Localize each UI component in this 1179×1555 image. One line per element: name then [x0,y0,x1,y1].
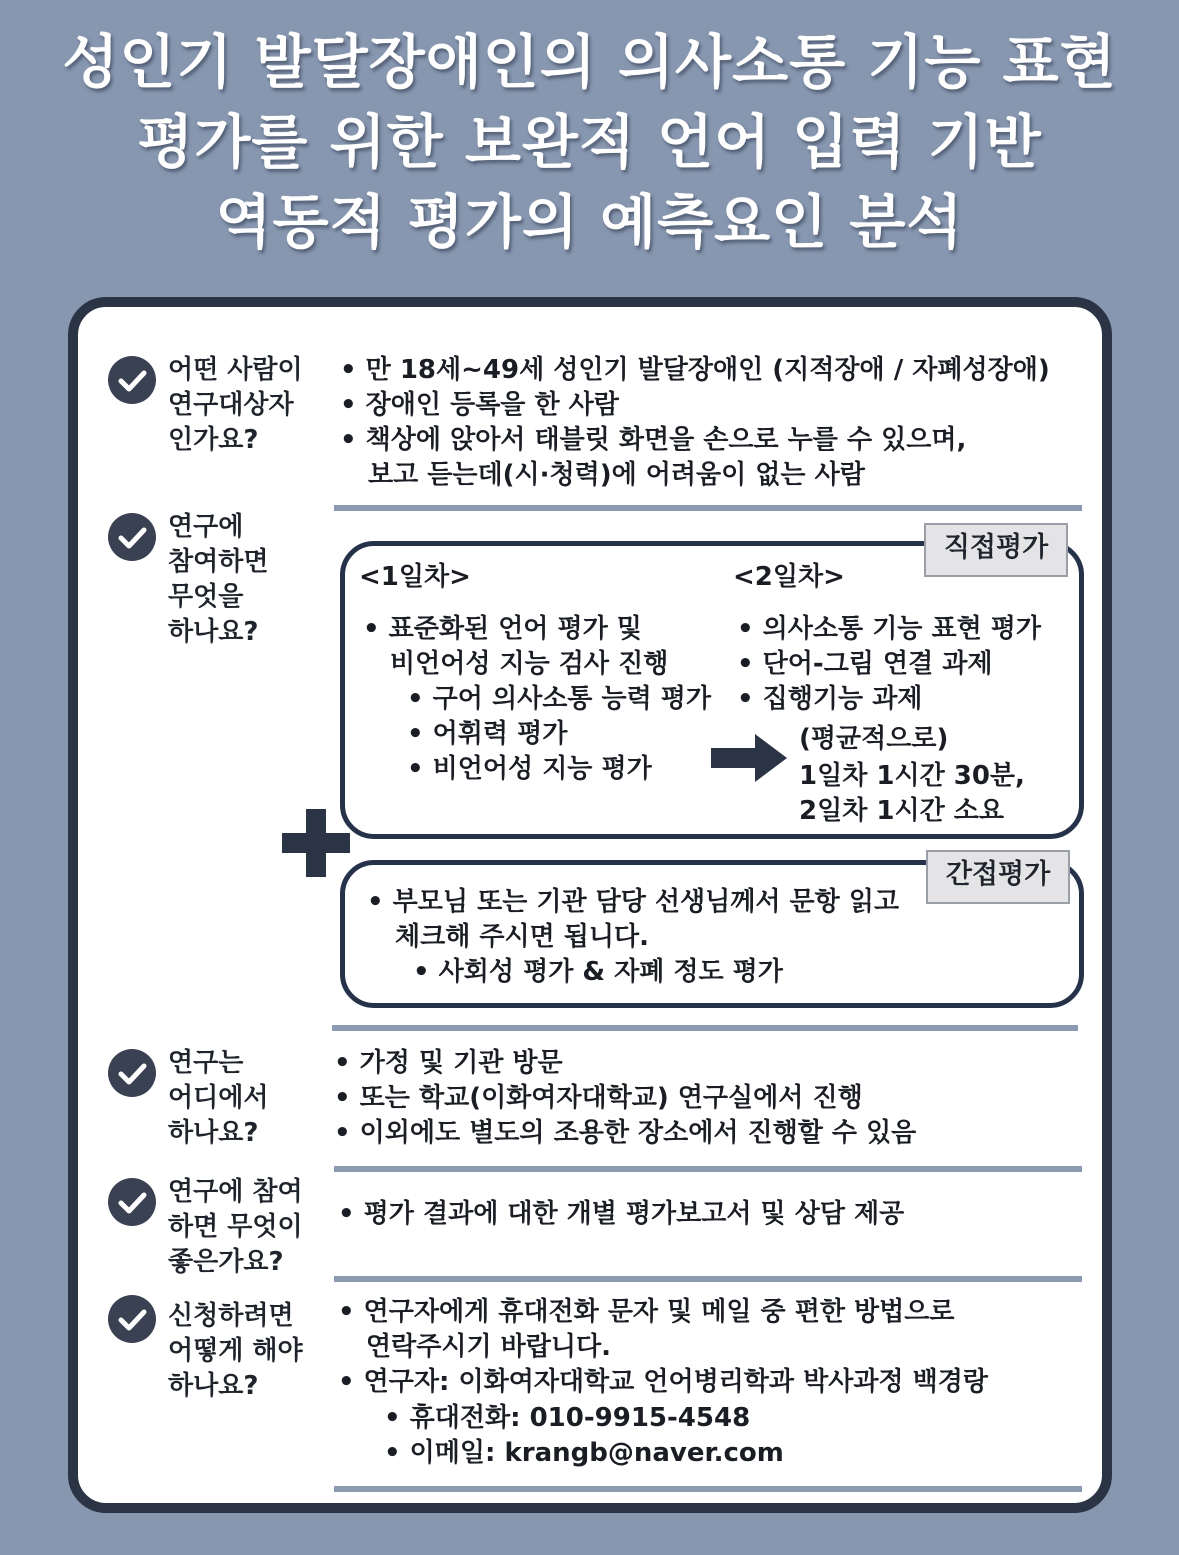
who-item-4: 보고 듣는데(시·청력)에 어려움이 없는 사람 [368,460,865,490]
indirect-sub-1: • 사회성 평가 & 자폐 정도 평가 [413,957,783,987]
day1-item-1: • 표준화된 언어 평가 및 [363,614,642,644]
where-item-3: • 이외에도 별도의 조용한 장소에서 진행할 수 있음 [334,1118,917,1148]
direct-evaluation-tag: 직접평가 [924,523,1068,577]
day1-heading: <1일차> [359,562,471,592]
day2-item-3: • 집행기능 과제 [737,684,923,714]
direct-evaluation-box [340,541,1084,839]
apply-contact-email: • 이메일: krangb@naver.com [384,1438,784,1468]
day1-sub-2: • 어휘력 평가 [407,719,568,749]
apply-item-3: • 연구자: 이화여자대학교 언어병리학과 박사과정 백경랑 [338,1367,988,1397]
duration-3: 2일차 1시간 소요 [799,796,1004,826]
check-icon [108,513,156,561]
day1-sub-1: • 구어 의사소통 능력 평가 [407,684,711,714]
check-icon [108,1178,156,1226]
question-who: 어떤 사람이 연구대상자 인가요? [168,355,303,455]
duration-1: (평균적으로) [799,724,949,754]
separator [332,1025,1078,1031]
day1-item-2: 비언어성 지능 검사 진행 [390,649,669,679]
title-line-1: 성인기 발달장애인의 의사소통 기능 표현 [62,28,1117,96]
separator [334,1486,1082,1492]
benefit-item-1: • 평가 결과에 대한 개별 평가보고서 및 상담 제공 [338,1199,905,1229]
day1-sub-3: • 비언어성 지능 평가 [407,754,652,784]
apply-contact-phone: • 휴대전화: 010-9915-4548 [384,1403,751,1433]
who-item-2: • 장애인 등록을 한 사람 [340,390,619,420]
question-what: 연구에 참여하면 무엇을 하나요? [168,512,269,647]
apply-item-2: 연락주시기 바랍니다. [366,1332,611,1362]
separator [334,1166,1082,1172]
check-icon [108,1295,156,1343]
info-card [68,297,1112,1513]
duration-2: 1일차 1시간 30분, [799,761,1025,791]
indirect-item-2: 체크해 주시면 됩니다. [395,922,650,952]
arrow-right-icon [709,732,789,784]
title-line-3: 역동적 평가의 예측요인 분석 [215,188,964,256]
question-where: 연구는 어디에서 하나요? [168,1048,269,1148]
title-line-2: 평가를 위한 보완적 언어 입력 기반 [137,108,1042,176]
where-item-2: • 또는 학교(이화여자대학교) 연구실에서 진행 [334,1083,863,1113]
where-item-1: • 가정 및 기관 방문 [334,1048,563,1078]
day2-heading: <2일차> [733,562,845,592]
question-apply: 신청하려면 어떻게 해야 하나요? [168,1301,303,1401]
check-icon [108,1049,156,1097]
day2-item-2: • 단어-그림 연결 과제 [737,649,993,679]
indirect-item-1: • 부모님 또는 기관 담당 선생님께서 문항 읽고 [367,887,900,917]
separator [334,505,1082,511]
apply-item-1: • 연구자에게 휴대전화 문자 및 메일 중 편한 방법으로 [338,1297,955,1327]
question-benefit: 연구에 참여 하면 무엇이 좋은가요? [168,1177,303,1277]
who-item-3: • 책상에 앉아서 태블릿 화면을 손으로 누를 수 있으며, [340,425,967,455]
day2-item-1: • 의사소통 기능 표현 평가 [737,614,1041,644]
plus-icon [282,809,350,877]
separator [334,1276,1082,1282]
indirect-evaluation-tag: 간접평가 [926,850,1070,904]
poster-title [0,22,1179,262]
who-item-1: • 만 18세~49세 성인기 발달장애인 (지적장애 / 자폐성장애) [340,355,1050,385]
check-icon [108,356,156,404]
